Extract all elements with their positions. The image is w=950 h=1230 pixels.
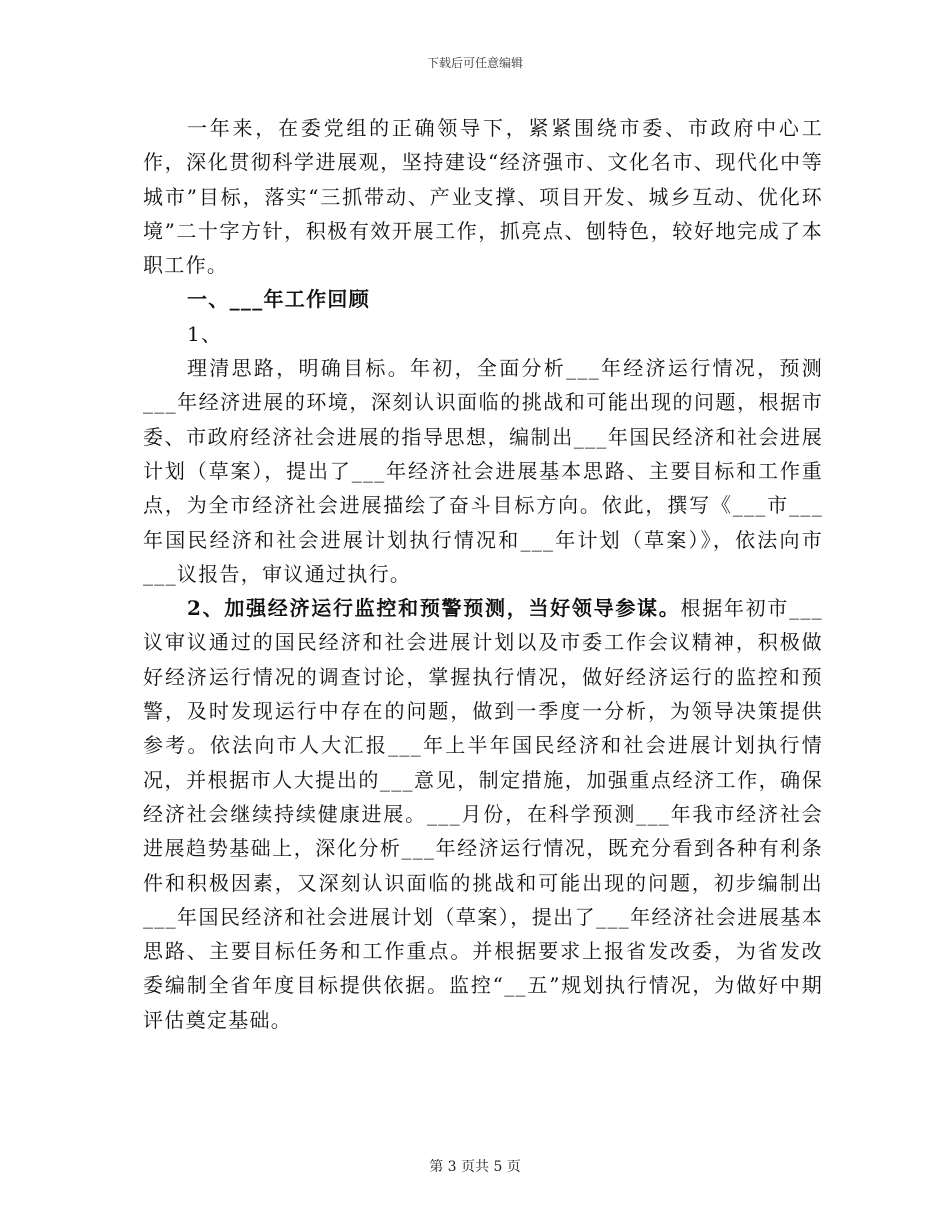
item-2-title: 2、加强经济运行监控和预警预测，当好领导参谋。	[187, 596, 681, 621]
item-1-paragraph: 理清思路，明确目标。年初，全面分析___年经济运行情况，预测___年经济进展的环境，深刻认识面临的挑战和可能出现的问题，根据市委、市政府经济社会进展的指导思想，编制出___年国民经济和社会进展计划（草案），提出了___年经济社会进展基本思路、主要目标和工作重点，为全市经济社会进展描绘了奋斗目标方向。依此，撰写《___市___年国民经济和社会进展计划执行情况和___年计划（草案）》，依法向市___议报告，审议通过执行。	[143, 356, 823, 586]
page-footer: 第 3 页共 5 页	[429, 1159, 521, 1175]
item-2-body: 根据年初市___议审议通过的国民经济和社会进展计划以及市委工作会议精神，积极做好经济运行情况的调查讨论，掌握执行情况，做好经济运行的监控和预警，及时发现运行中存在的问题，做到一季度一分析，为领导决策提供参考。依法向市人大汇报___年上半年国民经济和社会进展计划执行情况，并根据市人大提出的___意见，制定措施，加强重点经济工作，确保经济社会继续持续健康进展。___月份，在科学预测___年我市经济社会进展趋势基础上，深化分析___年经济运行情况，既充分看到各种有利条件和积极因素，又深刻认识面临的挑战和可能出现的问题，初步编制出___年国民经济和社会进展计划（草案），提出了___年经济社会进展基本思路、主要目标任务和工作重点。并根据要求上报省发改委，为省发改委编制全省年度目标提供依据。监控“__五”规划执行情况，为做好中期评估奠定基础。	[143, 596, 823, 1032]
section-heading: 一、___年工作回顾	[187, 287, 370, 312]
document-body	[143, 111, 823, 1037]
item-2-paragraph	[143, 591, 823, 1037]
item-1-number: 1、	[187, 321, 223, 346]
page-header: 下载后可任意编辑	[426, 56, 523, 70]
intro-paragraph: 一年来，在委党组的正确领导下，紧紧围绕市委、市政府中心工作，深化贯彻科学进展观，坚持建设“经济强市、文化名市、现代化中等城市”目标，落实“三抓带动、产业支撑、项目开发、城乡互动、优化环境”二十字方针，积极有效开展工作，抓亮点、刨特色，较好地完成了本职工作。	[143, 116, 823, 278]
